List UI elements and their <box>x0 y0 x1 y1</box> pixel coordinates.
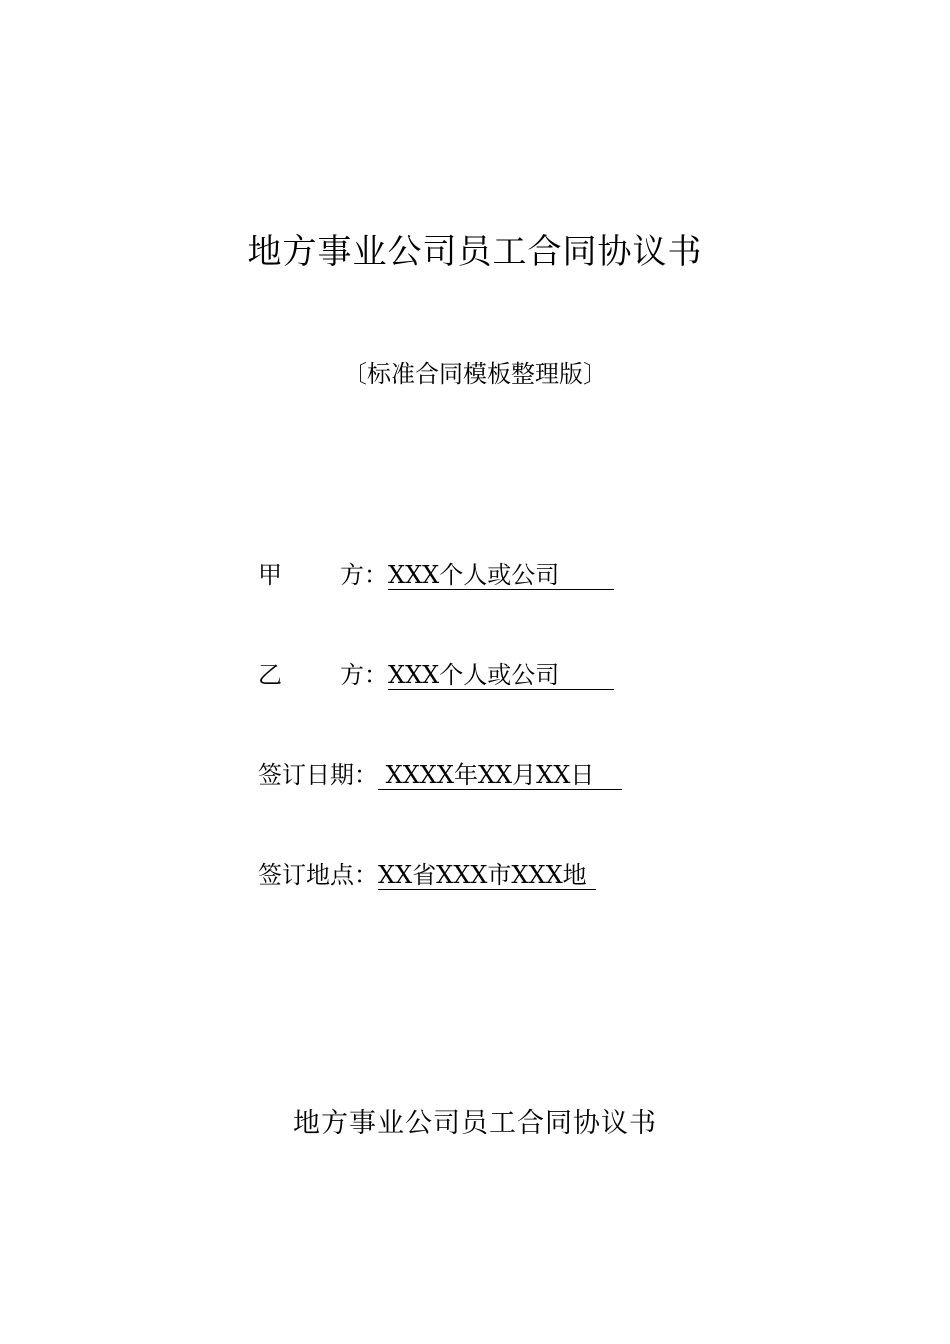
sign-date-label: 签订日期： <box>258 761 378 789</box>
document-title: 地方事业公司员工合同协议书 <box>247 232 703 272</box>
party-b-field <box>258 658 614 692</box>
document-subtitle: 〔标准合同模板整理版〕 <box>343 360 607 388</box>
party-a-label <box>258 558 388 592</box>
party-a-label-char2: 方： <box>340 561 388 589</box>
sign-place-label: 签订地点： <box>258 861 378 889</box>
party-b-label-char1: 乙 <box>258 661 282 689</box>
sign-date-value: XXXX年XX月XX日 <box>378 761 622 790</box>
sign-date-field <box>258 758 622 792</box>
sign-place-field <box>258 858 596 892</box>
party-b-label-char2: 方： <box>340 661 388 689</box>
party-a-value: XXX个人或公司 <box>388 561 614 590</box>
party-b-label <box>258 658 388 692</box>
party-b-value: XXX个人或公司 <box>388 661 614 690</box>
footer-title: 地方事业公司员工合同协议书 <box>293 1108 657 1139</box>
party-a-label-char1: 甲 <box>258 561 282 589</box>
sign-place-value: XX省XXX市XXX地 <box>378 861 596 890</box>
party-a-field <box>258 558 614 592</box>
